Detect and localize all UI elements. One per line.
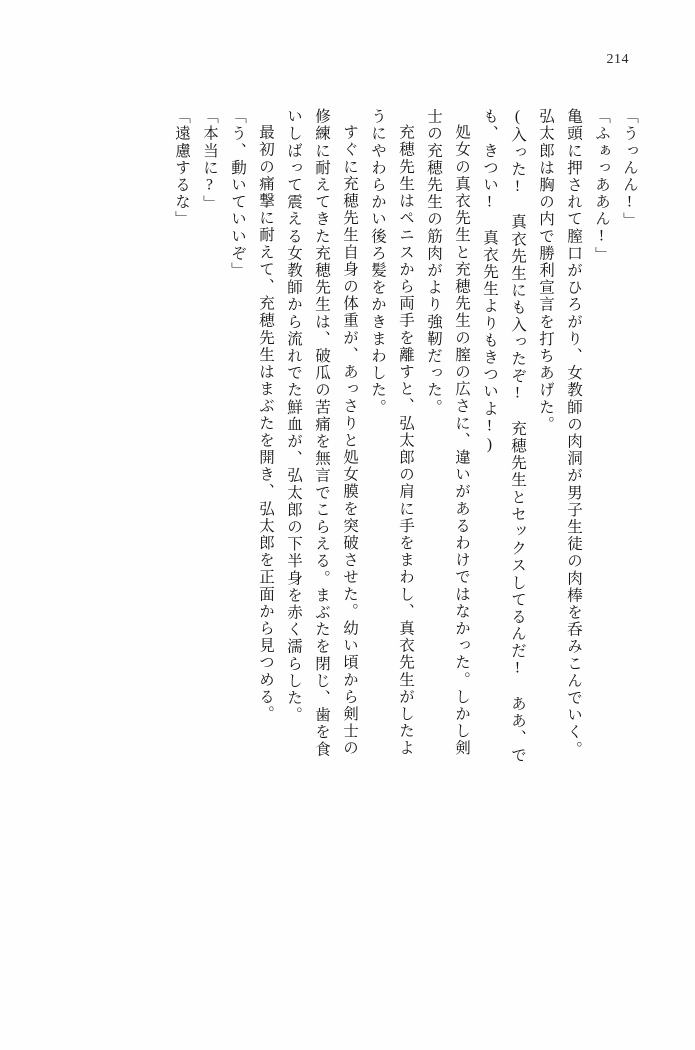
text-line: 「本当に?」 bbox=[201, 108, 218, 213]
text-line: も、きつい! 真衣先生よりもきついよ!) bbox=[481, 108, 498, 455]
text-line: 「遠慮するな」 bbox=[173, 108, 190, 228]
text-line: 弘太郎は胸の内で勝利宣言を打ちあげた。 bbox=[537, 108, 554, 433]
text-line: いしばって震える女教師から流れでた鮮血が、弘太郎の下半身を赤く濡らした。 bbox=[285, 108, 302, 724]
vertical-text-block bbox=[58, 108, 637, 930]
text-line: 処女の真衣先生と充穂先生の膣の広さに、違いがあるわけではなかった。しかし剣 bbox=[453, 124, 470, 757]
text-line: 「ふぁっああん!」 bbox=[593, 108, 610, 264]
text-line: 亀頭に押されて膣口がひろがり、女教師の肉洞が男子生徒の肉棒を呑みこんでいく。 bbox=[565, 108, 582, 758]
text-line: 「う、動いていいぞ」 bbox=[229, 108, 246, 279]
text-line: 最初の痛撃に耐えて、充穂先生はまぶたを開き、弘太郎を正面から見つめる。 bbox=[257, 124, 274, 723]
text-line: (入った! 真衣先生にも入ったぞ! 充穂先生とセックスしてるんだ! ああ、で bbox=[509, 108, 526, 764]
text-line: うにやわらかい後ろ髪をかきまわした。 bbox=[369, 108, 386, 416]
page-number: 214 bbox=[606, 52, 629, 67]
text-line: 修練に耐えてきた充穂先生は、破瓜の苦痛を無言でこらえる。まぶたを閉じ、歯を食 bbox=[313, 108, 330, 758]
text-line: 士の充穂先生の筋肉がより強靭だった。 bbox=[425, 108, 442, 416]
text-line: 充穂先生はペニスから両手を離すと、弘太郎の肩に手をまわし、真衣先生がしたよ bbox=[397, 124, 414, 757]
text-line: すぐに充穂先生自身の体重が、あっさりと処女膜を突破させた。幼い頃から剣士の bbox=[341, 124, 358, 757]
text-line: 「うっんん!」 bbox=[621, 108, 638, 230]
